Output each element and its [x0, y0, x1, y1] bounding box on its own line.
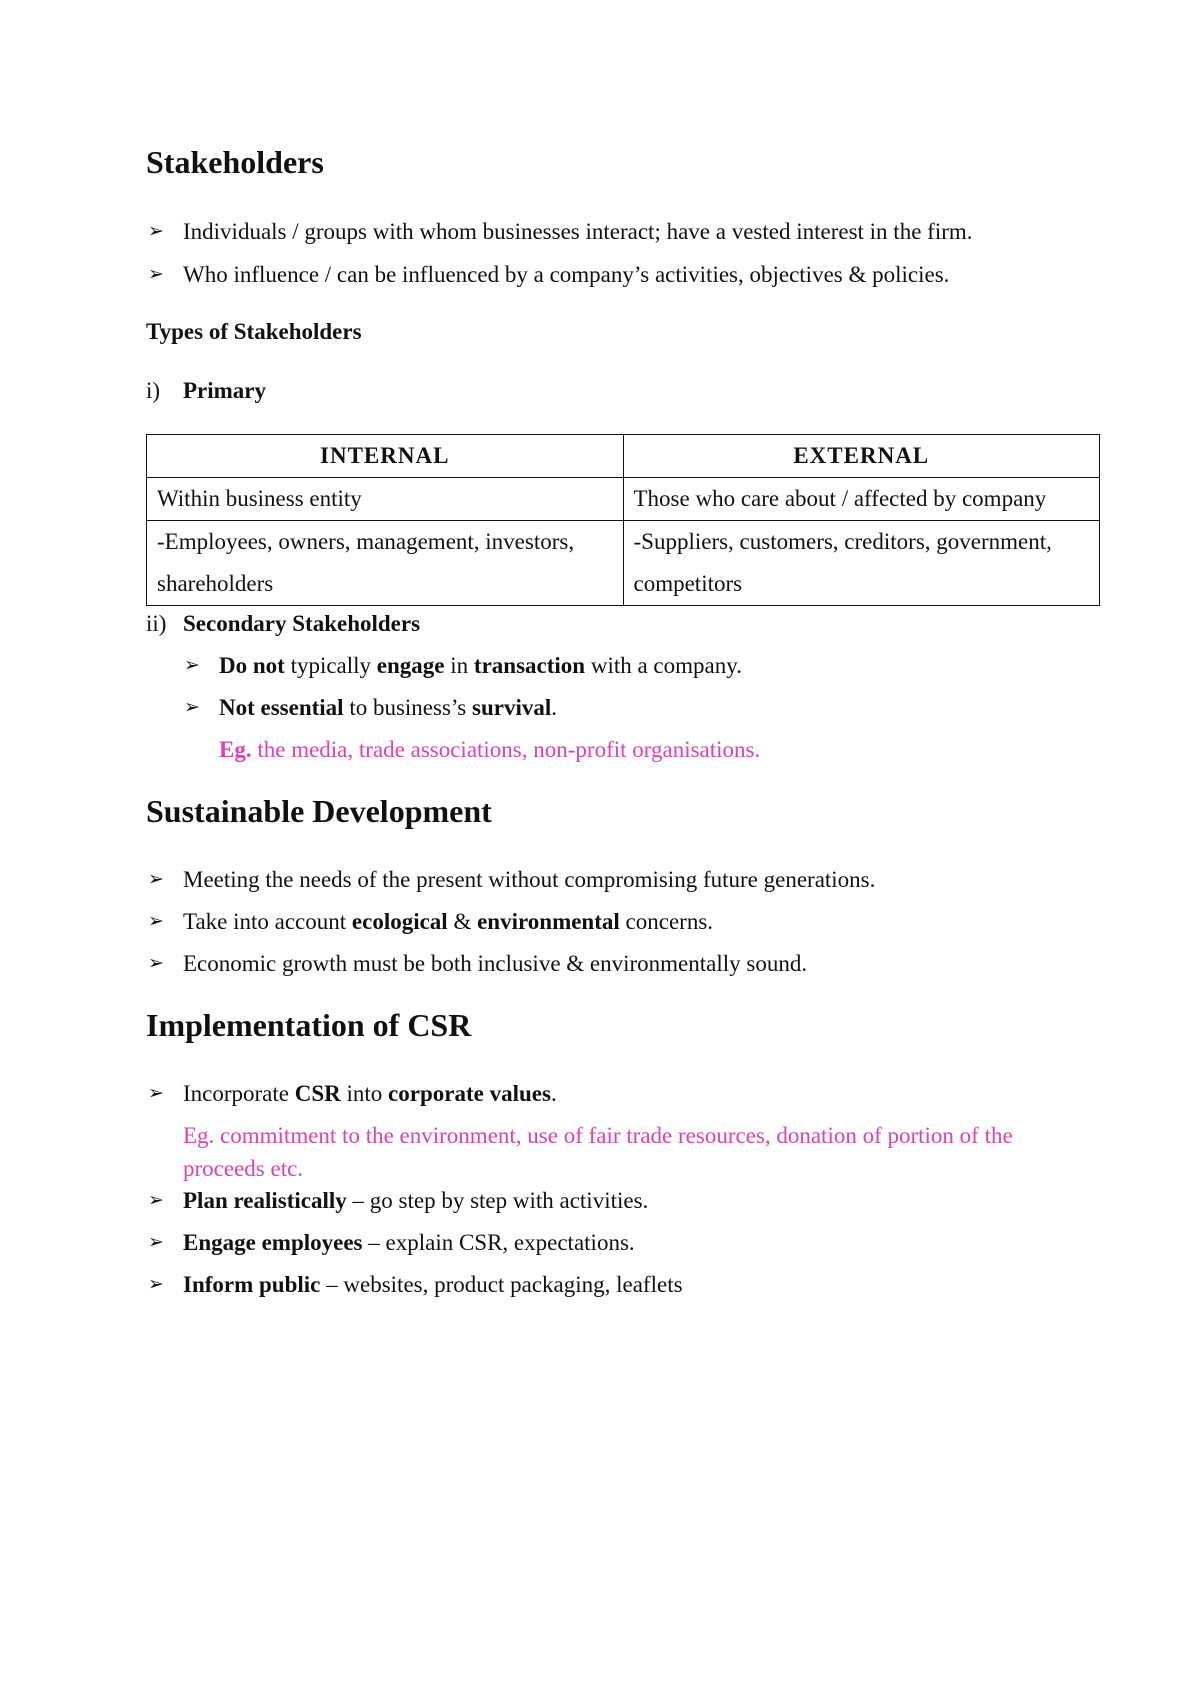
secondary-numeral: ii) [146, 611, 167, 636]
table-row [147, 521, 1100, 606]
table-cell: -Employees, owners, management, investors, shareholders [147, 521, 624, 606]
table-header-internal: INTERNAL [147, 435, 624, 478]
primary-numeral: i) [146, 378, 161, 403]
stakeholders-bullet-1: Individuals / groups with whom businesses interact; have a vested interest in the firm. [183, 219, 973, 244]
table-header-row [147, 435, 1100, 478]
bullet-arrow-icon: ➢ [148, 1232, 164, 1253]
bullet-arrow-icon: ➢ [148, 1274, 164, 1295]
secondary-example: Eg. the media, trade associations, non-profit organisations. [219, 737, 761, 762]
section-title-sustainable-development: Sustainable Development [146, 793, 492, 829]
bullet-arrow-icon: ➢ [148, 221, 164, 242]
csr-example-line-1: Eg. commitment to the environment, use of fair trade resources, donation of portion of the [183, 1123, 1013, 1148]
table-cell: -Suppliers, customers, creditors, government, competitors [623, 521, 1100, 606]
secondary-bullet-2: Not essential to business’s survival. [219, 695, 557, 720]
primary-label: Primary [183, 378, 267, 403]
csr-bullet-1: Incorporate CSR into corporate values. [183, 1081, 557, 1106]
bullet-arrow-icon: ➢ [148, 1083, 164, 1104]
bullet-arrow-icon: ➢ [148, 264, 164, 285]
sustainable-bullet-3: Economic growth must be both inclusive & environmentally sound. [183, 951, 808, 976]
table-cell: Within business entity [147, 478, 624, 521]
csr-bullet-3: Engage employees – explain CSR, expectations. [183, 1230, 635, 1255]
secondary-bullet-1: Do not typically engage in transaction with a company. [219, 653, 742, 678]
table-header-external: EXTERNAL [623, 435, 1100, 478]
csr-example-line-2: proceeds etc. [183, 1156, 304, 1181]
sustainable-bullet-2: Take into account ecological & environmental concerns. [183, 909, 714, 934]
bullet-arrow-icon: ➢ [184, 655, 200, 676]
csr-bullet-2: Plan realistically – go step by step with activities. [183, 1188, 649, 1213]
bullet-arrow-icon: ➢ [148, 869, 164, 890]
table-row [147, 478, 1100, 521]
sustainable-bullet-1: Meeting the needs of the present without compromising future generations. [183, 867, 876, 892]
primary-stakeholders-table [146, 434, 1100, 606]
csr-bullet-4: Inform public – websites, product packaging, leaflets [183, 1272, 683, 1297]
bullet-arrow-icon: ➢ [148, 953, 164, 974]
bullet-arrow-icon: ➢ [148, 1190, 164, 1211]
types-heading: Types of Stakeholders [146, 319, 362, 344]
bullet-arrow-icon: ➢ [148, 911, 164, 932]
table-cell: Those who care about / affected by company [623, 478, 1100, 521]
section-title-stakeholders: Stakeholders [146, 144, 324, 180]
section-title-csr: Implementation of CSR [146, 1007, 472, 1043]
stakeholders-bullet-2: Who influence / can be influenced by a company’s activities, objectives & policies. [183, 262, 950, 287]
bullet-arrow-icon: ➢ [184, 697, 200, 718]
secondary-label: Secondary Stakeholders [183, 611, 421, 636]
